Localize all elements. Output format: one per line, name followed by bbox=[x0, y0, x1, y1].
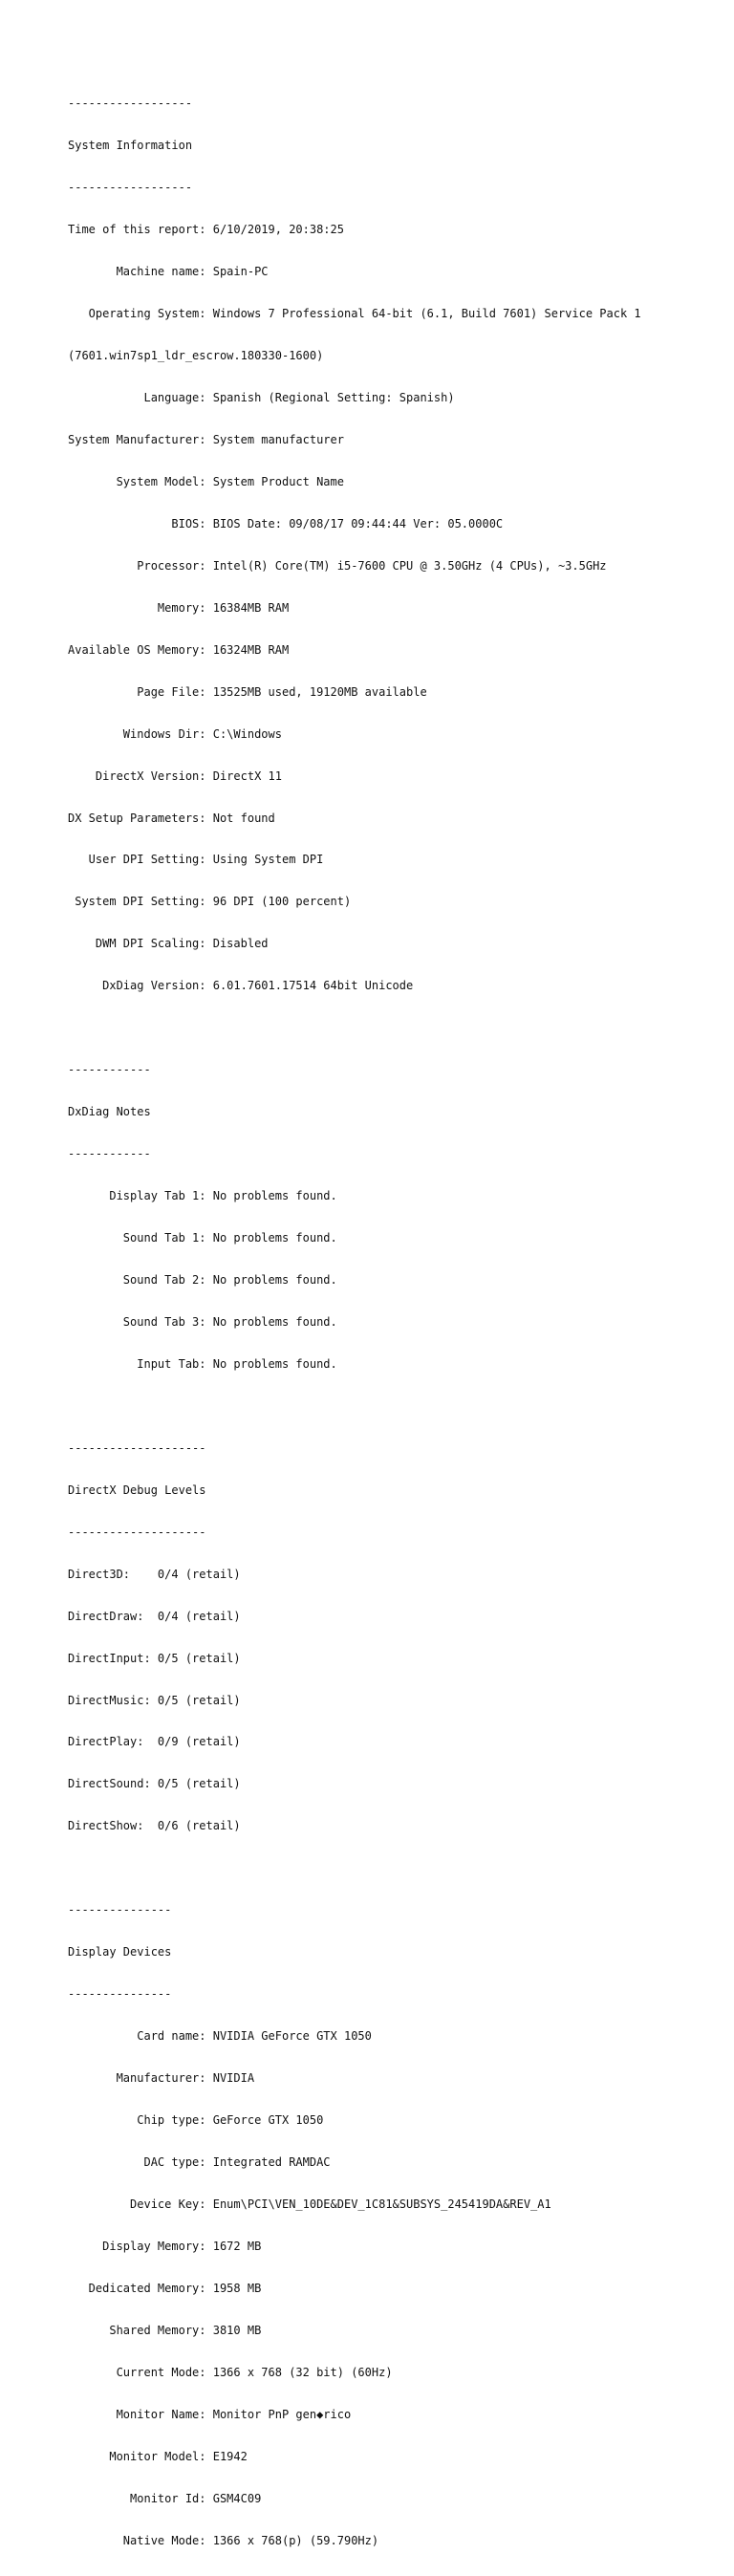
dxdiag-report-text bbox=[68, 69, 641, 2576]
report-line: Windows Dir: C:\Windows bbox=[68, 726, 282, 741]
report-line: User DPI Setting: Using System DPI bbox=[68, 853, 324, 867]
section-title-display-devices: Display Devices bbox=[68, 1945, 172, 1959]
report-line: DAC type: Integrated RAMDAC bbox=[68, 2155, 331, 2170]
report-line: System DPI Setting: 96 DPI (100 percent) bbox=[68, 895, 352, 909]
report-line: ------------ bbox=[68, 1063, 151, 1077]
blank-line bbox=[68, 1861, 641, 1875]
report-line: DirectPlay: 0/9 (retail) bbox=[68, 1735, 241, 1749]
report-line: ------------------ bbox=[68, 97, 193, 111]
report-line: Monitor Id: GSM4C09 bbox=[68, 2491, 262, 2505]
report-line: DWM DPI Scaling: Disabled bbox=[68, 937, 269, 951]
report-line: BIOS: BIOS Date: 09/08/17 09:44:44 Ver: 05.0000C bbox=[68, 516, 504, 530]
report-line: Time of this report: 6/10/2019, 20:38:25 bbox=[68, 223, 344, 237]
report-line: Monitor Model: E1942 bbox=[68, 2449, 248, 2463]
report-line: Sound Tab 3: No problems found. bbox=[68, 1314, 337, 1329]
report-line: Chip type: GeForce GTX 1050 bbox=[68, 2113, 324, 2128]
report-line: Shared Memory: 3810 MB bbox=[68, 2323, 262, 2337]
report-line: Processor: Intel(R) Core(TM) i5-7600 CPU @ 3.50GHz (4 CPUs), ~3.5GHz bbox=[68, 558, 607, 573]
section-title-dxdiag-notes: DxDiag Notes bbox=[68, 1105, 151, 1119]
report-line: Input Tab: No problems found. bbox=[68, 1356, 337, 1371]
report-line: Display Tab 1: No problems found. bbox=[68, 1189, 337, 1203]
report-line: DirectInput: 0/5 (retail) bbox=[68, 1651, 241, 1665]
report-line: ------------ bbox=[68, 1147, 151, 1161]
report-line: --------------- bbox=[68, 1903, 172, 1917]
report-line: Sound Tab 2: No problems found. bbox=[68, 1273, 337, 1287]
blank-line bbox=[68, 1021, 641, 1035]
report-line: -------------------- bbox=[68, 1440, 206, 1455]
report-line: Available OS Memory: 16324MB RAM bbox=[68, 642, 290, 657]
report-line: Direct3D: 0/4 (retail) bbox=[68, 1567, 241, 1581]
report-line: Device Key: Enum\PCI\VEN_10DE&DEV_1C81&SUBSYS_245419DA&REV_A1 bbox=[68, 2197, 551, 2211]
section-title-directx-debug-levels: DirectX Debug Levels bbox=[68, 1483, 206, 1497]
report-line: Native Mode: 1366 x 768(p) (59.790Hz) bbox=[68, 2533, 379, 2547]
report-line: DirectDraw: 0/4 (retail) bbox=[68, 1609, 241, 1623]
report-line: Monitor Name: Monitor PnP gen◆rico bbox=[68, 2407, 352, 2421]
report-line: Current Mode: 1366 x 768 (32 bit) (60Hz) bbox=[68, 2365, 393, 2379]
section-title-system-information: System Information bbox=[68, 139, 193, 153]
report-line: DirectSound: 0/5 (retail) bbox=[68, 1777, 241, 1791]
report-line: Display Memory: 1672 MB bbox=[68, 2239, 262, 2253]
report-line: -------------------- bbox=[68, 1525, 206, 1539]
report-line: Manufacturer: NVIDIA bbox=[68, 2071, 255, 2086]
report-line: Machine name: Spain-PC bbox=[68, 265, 269, 279]
report-line: Card name: NVIDIA GeForce GTX 1050 bbox=[68, 2029, 372, 2044]
report-line: Sound Tab 1: No problems found. bbox=[68, 1231, 337, 1245]
report-line: DirectShow: 0/6 (retail) bbox=[68, 1819, 241, 1833]
report-line: Memory: 16384MB RAM bbox=[68, 600, 290, 615]
report-line: Dedicated Memory: 1958 MB bbox=[68, 2281, 262, 2295]
report-line: System Model: System Product Name bbox=[68, 474, 344, 488]
report-line: ------------------ bbox=[68, 181, 193, 195]
report-line: Page File: 13525MB used, 19120MB available bbox=[68, 684, 427, 699]
report-line: DirectX Version: DirectX 11 bbox=[68, 768, 282, 783]
report-line: (7601.win7sp1_ldr_escrow.180330-1600) bbox=[68, 349, 324, 363]
report-line: DirectMusic: 0/5 (retail) bbox=[68, 1693, 241, 1707]
blank-line bbox=[68, 1399, 641, 1414]
report-line: DxDiag Version: 6.01.7601.17514 64bit Unicode bbox=[68, 979, 414, 993]
report-line: System Manufacturer: System manufacturer bbox=[68, 432, 344, 446]
report-line: Language: Spanish (Regional Setting: Spanish) bbox=[68, 390, 455, 404]
report-line: DX Setup Parameters: Not found bbox=[68, 811, 275, 825]
report-line: Operating System: Windows 7 Professional 64-bit (6.1, Build 7601) Service Pack 1 bbox=[68, 307, 641, 321]
report-line: --------------- bbox=[68, 1987, 172, 2002]
